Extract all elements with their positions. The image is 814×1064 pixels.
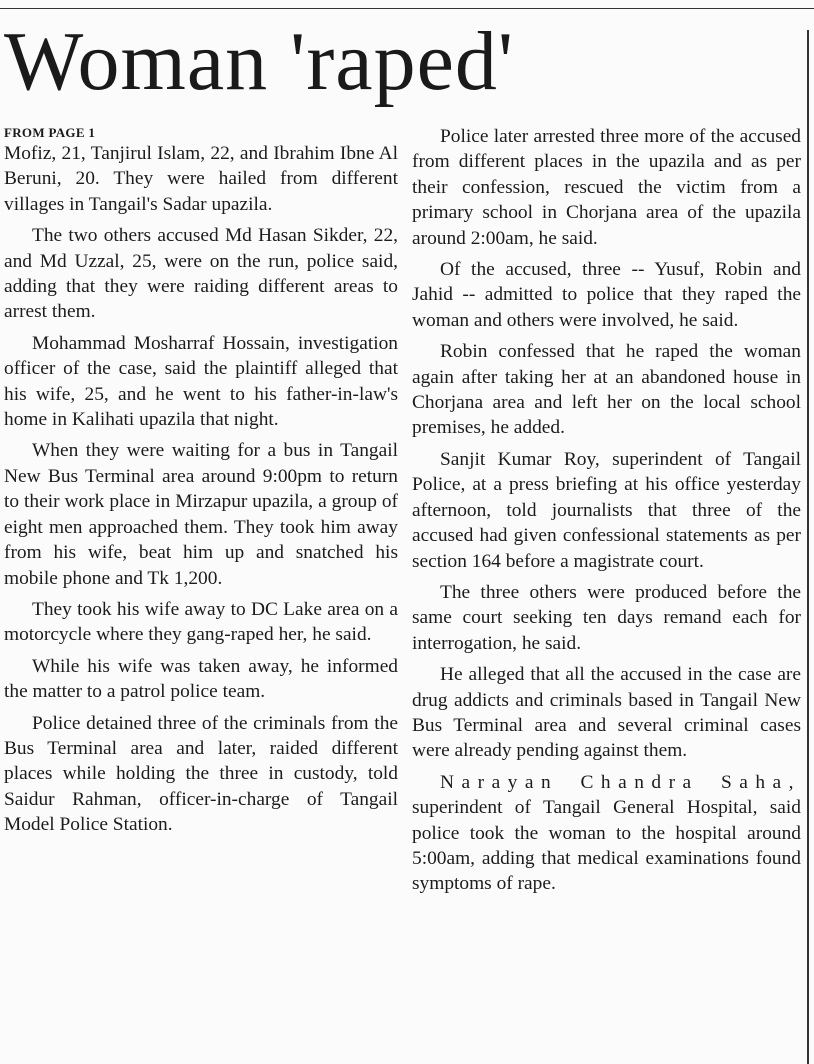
top-rule [0, 8, 814, 9]
right-column [412, 124, 801, 897]
headline: Woman 'raped' [4, 15, 514, 108]
left-column [4, 124, 398, 838]
jump-line: FROM PAGE 1 [4, 125, 96, 140]
final-paragraph-text: superindent of Tangail General Hospital, said police took the woman to the hospital around 5:00am, adding that medical examinations found symptoms of rape. [412, 797, 801, 895]
paragraph: Of the accused, three -- Yusuf, Robin and Jahid -- admitted to police that they raped the woman and others were involved, he said. [412, 259, 801, 331]
column-rule [807, 30, 809, 1064]
paragraph: Mohammad Mosharraf Hossain, investigation officer of the case, said the plaintiff alleged that his wife, 25, and he went to his father-in-law's home in Kalihati upazila that night. [4, 332, 398, 431]
paragraph: Sanjit Kumar Roy, superindent of Tangail Police, at a press briefing at his office yesterday afternoon, told journalists that three of the accused had given confessional statements as per section 164 before a magistrate court. [412, 448, 801, 572]
final-paragraph [412, 770, 801, 897]
paragraph: Mofiz, 21, Tanjirul Islam, 22, and Ibrahim Ibne Al Beruni, 20. They were hailed from different villages in Tangail's Sadar upazila. [4, 143, 398, 215]
paragraph: Police detained three of the criminals from the Bus Terminal area and later, raided different places while holding the three in custody, told Saidur Rahman, officer-in-charge of Tangail Model Police Station. [4, 712, 398, 836]
paragraph: While his wife was taken away, he informed the matter to a patrol police team. [4, 655, 398, 703]
paragraph: They took his wife away to DC Lake area on a motorcycle where they gang-raped her, he said. [4, 598, 398, 646]
paragraph: The three others were produced before the same court seeking ten days remand each for interrogation, he said. [412, 581, 801, 654]
source-name: Narayan Chandra Saha, [440, 771, 801, 793]
paragraph: When they were waiting for a bus in Tangail New Bus Terminal area around 9:00pm to return to their work place in Mirzapur upazila, a group of eight men approached them. They took him away from his wife, beat him up and snatched his mobile phone and Tk 1,200. [4, 440, 398, 589]
paragraph: He alleged that all the accused in the case are drug addicts and criminals based in Tangail New Bus Terminal area and several criminal cases were already pending against them. [412, 664, 801, 762]
paragraph: The two others accused Md Hasan Sikder, 22, and Md Uzzal, 25, were on the run, police said, adding that they were raiding different areas to arrest them. [4, 225, 398, 323]
paragraph: Police later arrested three more of the accused from different places in the upazila and as per their confession, rescued the victim from a primary school in Chorjana area of the upazila around 2:00am, he said. [412, 126, 801, 249]
article-body [4, 124, 802, 1064]
paragraph: Robin confessed that he raped the woman again after taking her at an abandoned house in Chorjana area and left her on the local school premises, he added. [412, 341, 801, 439]
